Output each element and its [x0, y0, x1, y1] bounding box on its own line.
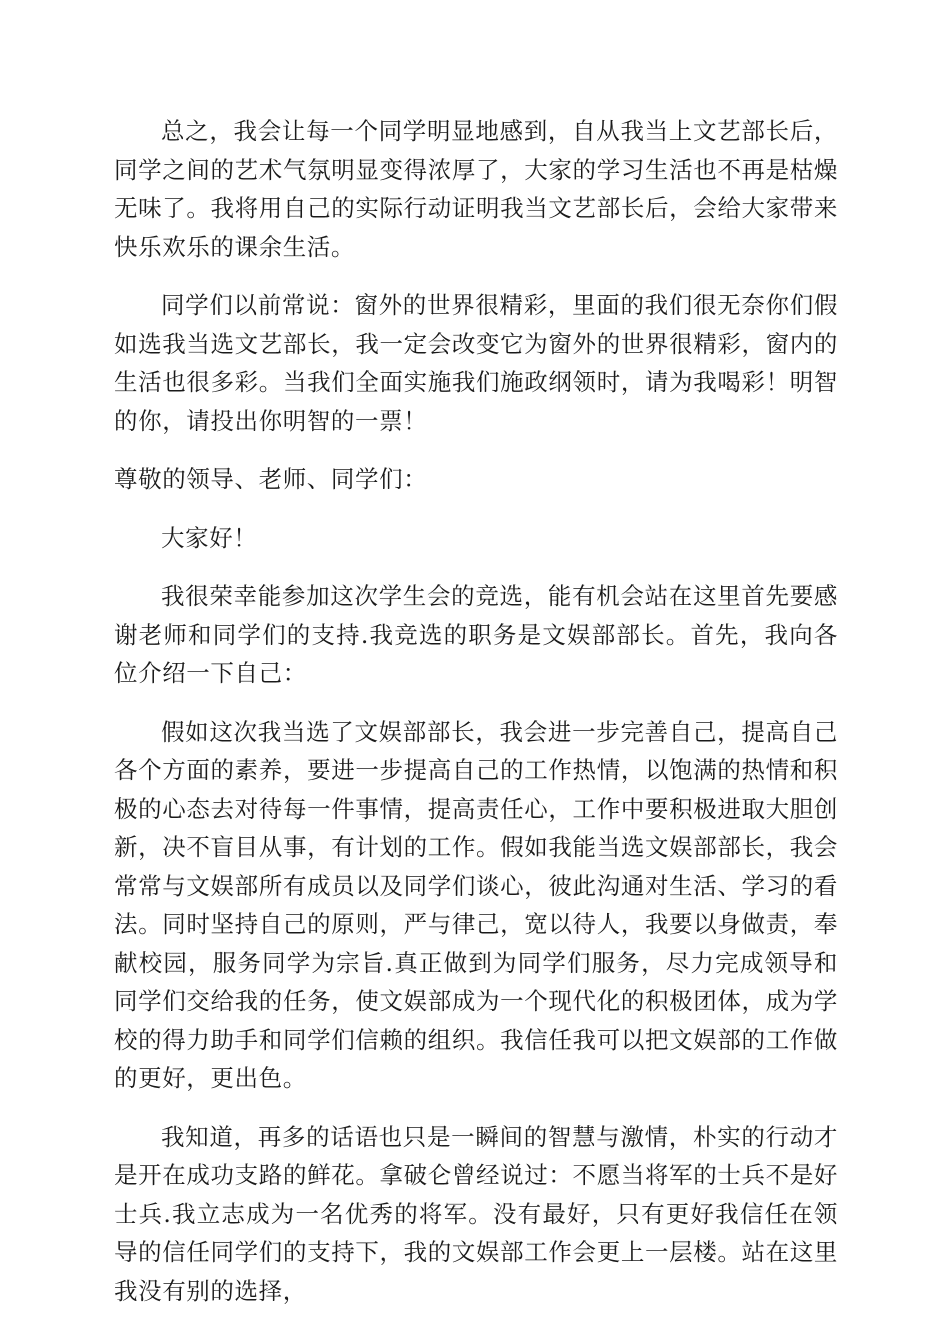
paragraph-closing: 我知道，再多的话语也只是一瞬间的智慧与激情，朴实的行动才是开在成功支路的鲜花。拿破仑曾经说过：不愿当将军的士兵不是好士兵.我立志成为一名优秀的将军。没有最好，只有更好我信任在领导的信任同学们的支持下，我的文娱部工作会更上一层楼。站在这里我没有别的选择，	[114, 1122, 838, 1305]
salutation: 尊敬的领导、老师、同学们：	[114, 465, 428, 493]
paragraph-plan: 假如这次我当选了文娱部部长，我会进一步完善自己，提高自己各个方面的素养，要进一步提高自己的工作热情，以饱满的热情和积极的心态去对待每一件事情，提高责任心，工作中要积极进取大胆创新，决不盲目从事，有计划的工作。假如我能当选文娱部部长，我会常常与文娱部所有成员以及同学们谈心，彼此沟通对生活、学习的看法。同时坚持自己的原则，严与律己，宽以待人，我要以身做责，奉献校园，服务同学为宗旨.真正做到为同学们服务，尽力完成领导和同学们交给我的任务，使文娱部成为一个现代化的积极团体，成为学校的得力助手和同学们信赖的组织。我信任我可以把文娱部的工作做的更好，更出色。	[114, 717, 838, 1092]
paragraph-conclusion: 总之，我会让每一个同学明显地感到，自从我当上文艺部长后，同学之间的艺术气氛明显变得浓厚了，大家的学习生活也不再是枯燥无味了。我将用自己的实际行动证明我当文艺部长后，会给大家带来快乐欢乐的课余生活。	[114, 117, 838, 261]
greeting: 大家好！	[161, 523, 258, 552]
paragraph-window-world: 同学们以前常说：窗外的世界很精彩，里面的我们很无奈你们假如选我当选文艺部长，我一定会改变它为窗外的世界很精彩，窗内的生活也很多彩。当我们全面实施我们施政纲领时，请为我喝彩！明智的你，请投出你明智的一票！	[114, 291, 838, 435]
document-page	[114, 112, 838, 1330]
paragraph-introduction: 我很荣幸能参加这次学生会的竞选，能有机会站在这里首先要感谢老师和同学们的支持.我竞选的职务是文娱部部长。首先，我向各位介绍一下自己：	[114, 582, 838, 687]
